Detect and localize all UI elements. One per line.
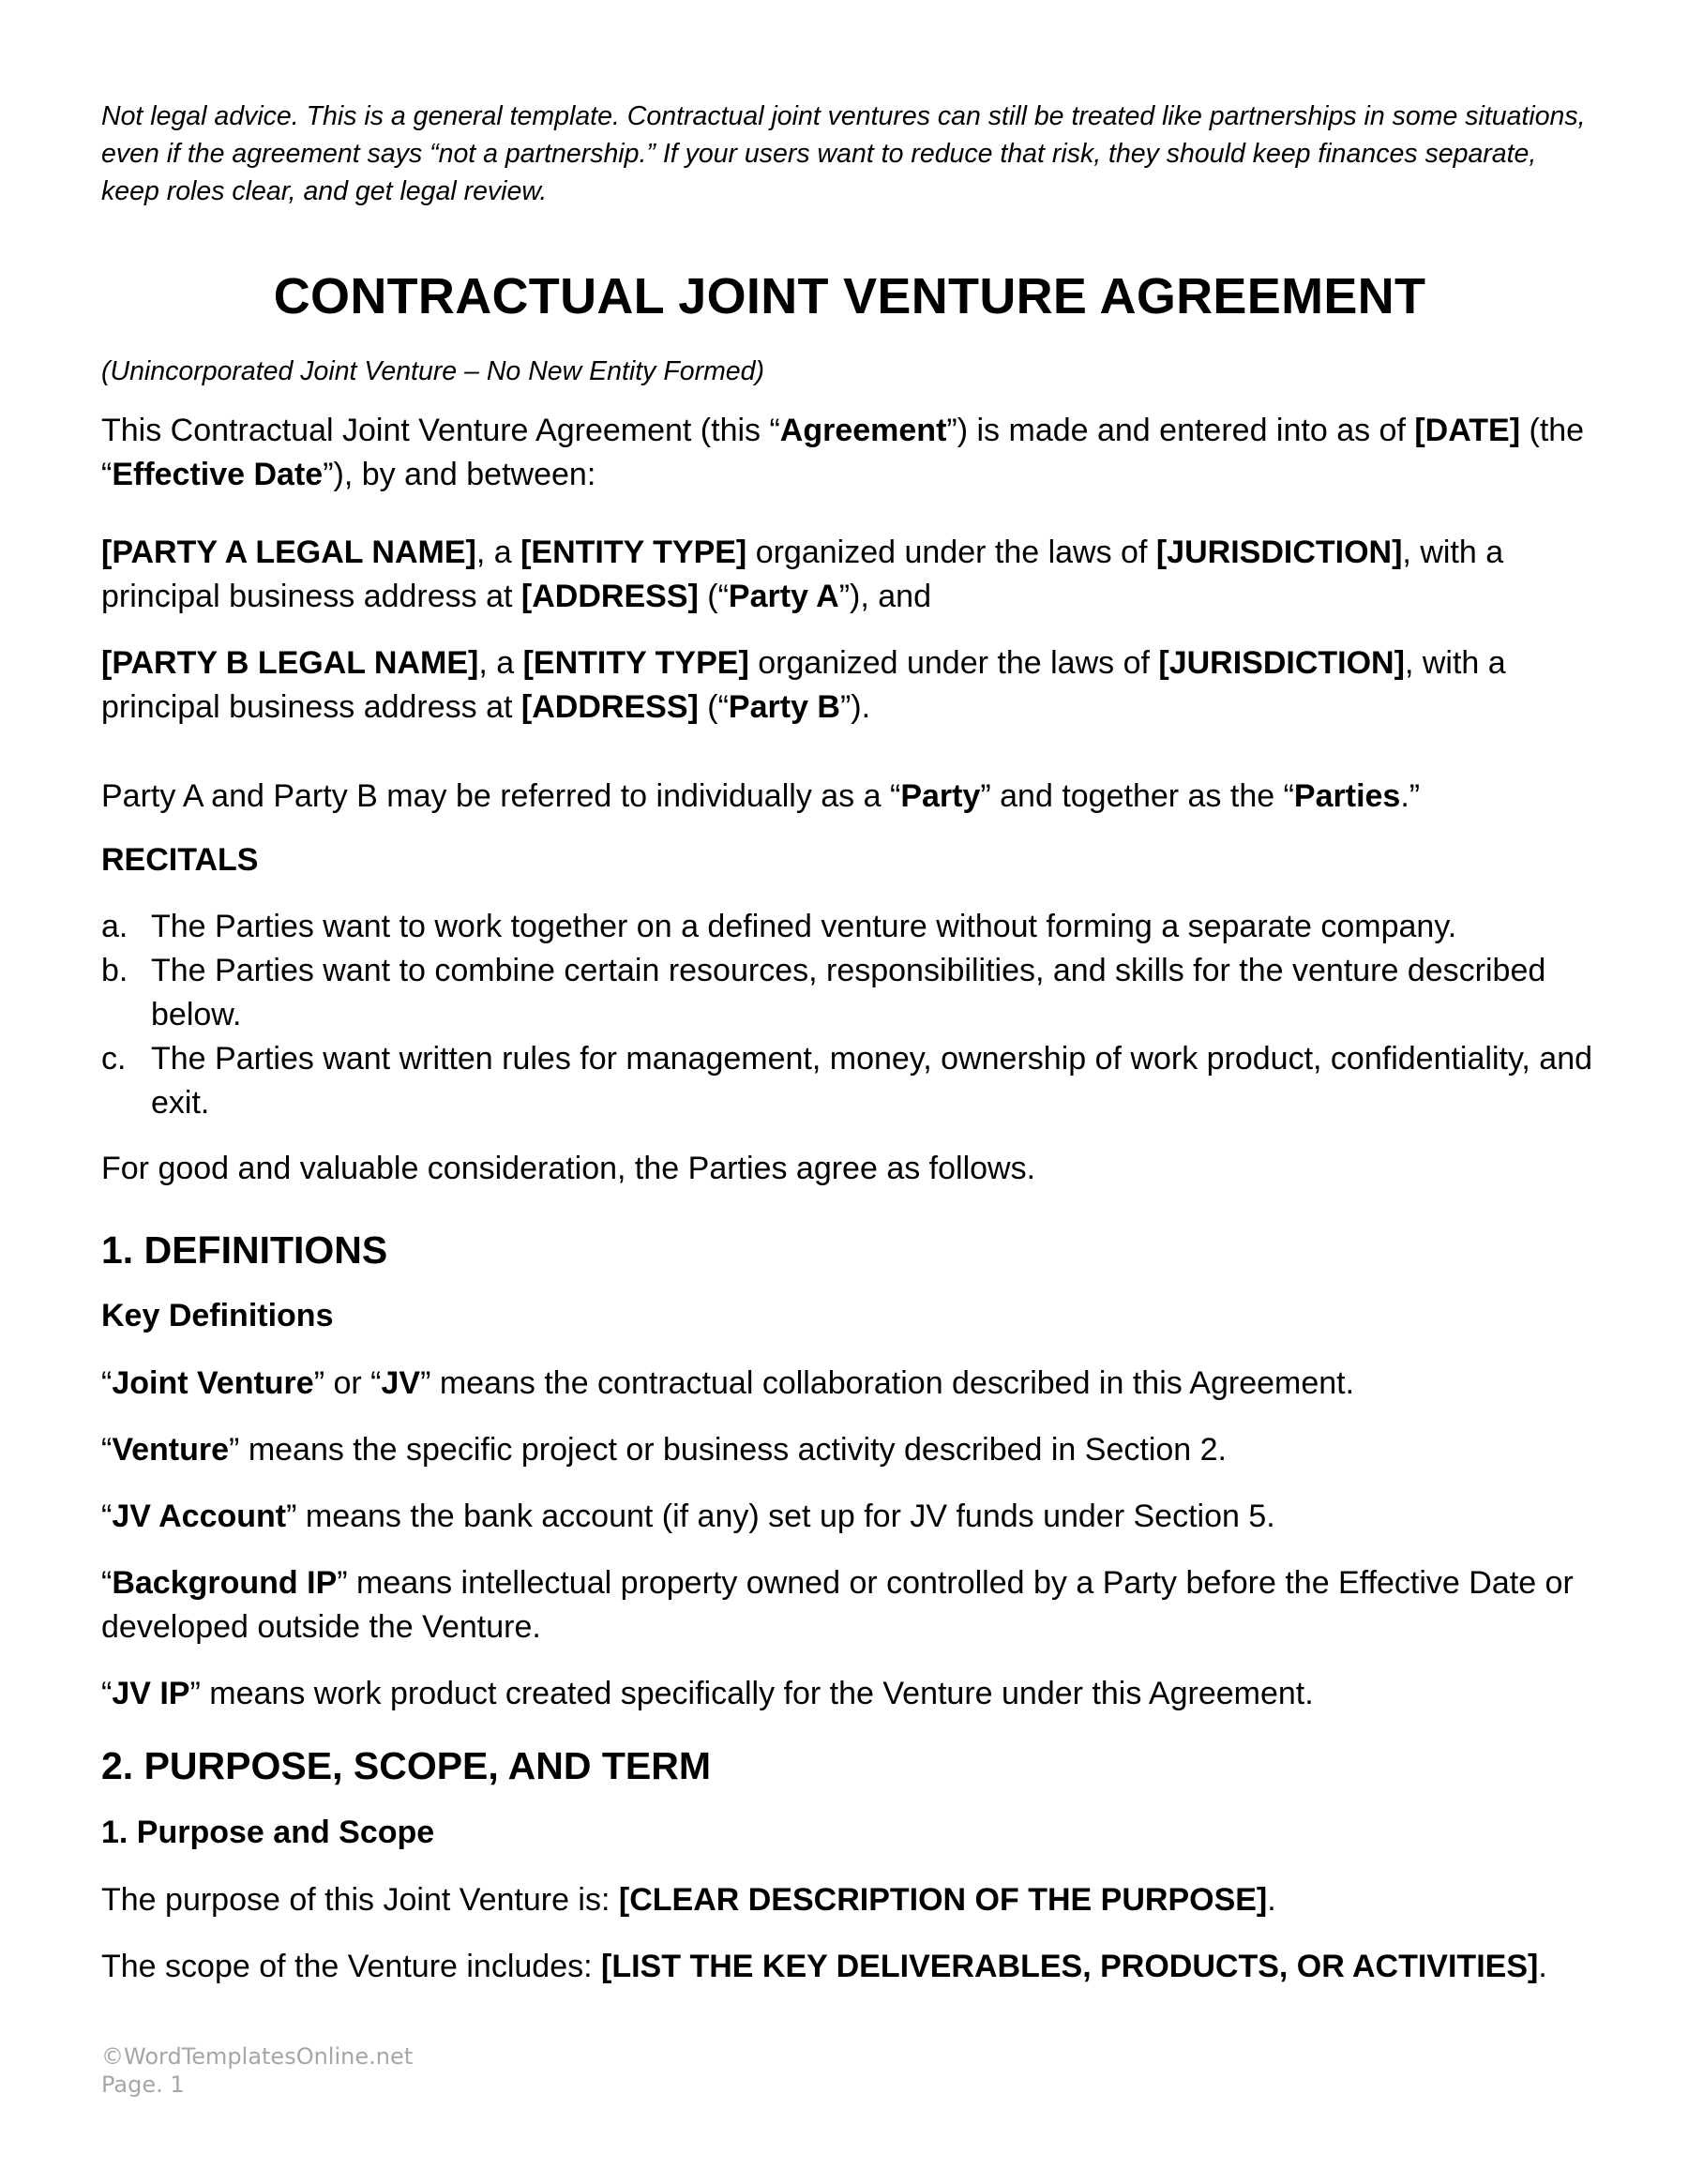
party-a-address-placeholder: [ADDRESS] [520,579,699,614]
definition-jv-account: “JV Account” means the bank account (if any) set up for JV funds under Section 5. [101,1499,1275,1534]
definition-joint-venture: “Joint Venture” or “JV” means the contractual collaboration described in this Agreement. [101,1365,1355,1401]
purpose-placeholder: [CLEAR DESCRIPTION OF THE PURPOSE] [618,1882,1268,1918]
party-b-paragraph: [PARTY B LEGAL NAME], a [ENTITY TYPE] organized under the laws of [JURISDICTION], with a principal business address at [ADDRESS] (“Party B”). [101,645,1506,725]
parties-reference-paragraph: Party A and Party B may be referred to individually as a “Party” and together as the “Parties.” [101,778,1421,814]
page-number: Page. 1 [101,2071,185,2098]
definition-venture: “Venture” means the specific project or business activity described in Section 2. [101,1432,1227,1468]
defined-term: Background IP [112,1565,338,1601]
effective-date-term: Effective Date [112,457,324,492]
key-definitions-heading: Key Definitions [101,1298,334,1333]
definition-background-ip: “Background IP” means intellectual property owned or controlled by a Party before the Effective Date or developed outside the Venture. [101,1565,1574,1645]
party-b-name-placeholder: [PARTY B LEGAL NAME] [101,645,479,681]
defined-term: Venture [112,1432,230,1468]
intro-paragraph: This Contractual Joint Venture Agreement (this “Agreement”) is made and entered into as of [DATE] (the “Effective Date”), by and between: [101,413,1585,492]
party-term: Party [900,778,981,814]
defined-term: JV Account [112,1499,287,1534]
party-a-jurisdiction-placeholder: [JURISDICTION] [1155,535,1403,570]
parties-term: Parties [1293,778,1401,814]
party-b-jurisdiction-placeholder: [JURISDICTION] [1158,645,1405,681]
legal-disclaimer: Not legal advice. This is a general template. Contractual joint ventures can still be treated like partnerships in some situations, even if the agreement says “not a partnership.” If your users want to reduce that risk, they should keep finances separate, keep roles clear, and get legal review. [101,101,1586,206]
list-item-text: The Parties want to work together on a defined venture without forming a separate company. [151,909,1457,944]
agreement-term: Agreement [779,413,947,448]
scope-placeholder: [LIST THE KEY DELIVERABLES, PRODUCTS, OR ACTIVITIES] [601,1949,1539,1984]
defined-term: JV [381,1365,421,1401]
list-item-text: The Parties want to combine certain resources, responsibilities, and skills for the venture described below. [151,953,1546,1032]
section-1-heading: 1. DEFINITIONS [101,1228,388,1272]
document-subtitle: (Unincorporated Joint Venture – No New Entity Formed) [101,356,765,386]
document-title: CONTRACTUAL JOINT VENTURE AGREEMENT [273,268,1426,324]
page-footer [101,2042,413,2099]
party-a-paragraph: [PARTY A LEGAL NAME], a [ENTITY TYPE] organized under the laws of [JURISDICTION], with a principal business address at [ADDRESS] (“Party A”), and [101,535,1504,614]
list-marker: c. [101,1041,127,1077]
party-b-address-placeholder: [ADDRESS] [520,689,699,725]
defined-term: JV IP [112,1676,190,1711]
party-b-term: Party B [728,689,840,725]
list-marker: b. [101,953,128,988]
copyright-watermark: ©WordTemplatesOnline.net [101,2043,414,2070]
definition-jv-ip: “JV IP” means work product created specifically for the Venture under this Agreement. [101,1676,1314,1711]
party-a-term: Party A [728,579,839,614]
section-2-heading: 2. PURPOSE, SCOPE, AND TERM [101,1744,712,1787]
list-marker: a. [101,909,128,944]
list-item-text: The Parties want written rules for management, money, ownership of work product, confidentiality, and exit. [151,1041,1593,1121]
list-item [101,1037,1598,1125]
list-item [101,905,1598,949]
document-body [101,98,1598,1989]
party-b-entity-type-placeholder: [ENTITY TYPE] [522,645,749,681]
party-a-name-placeholder: [PARTY A LEGAL NAME] [101,535,476,570]
consideration-paragraph: For good and valuable consideration, the Parties agree as follows. [101,1151,1036,1186]
party-a-entity-type-placeholder: [ENTITY TYPE] [520,535,747,570]
list-item [101,949,1598,1037]
recitals-list [101,905,1598,1125]
defined-term: Joint Venture [112,1365,314,1401]
purpose-and-scope-heading: 1. Purpose and Scope [101,1815,435,1850]
scope-paragraph: The scope of the Venture includes: [LIST THE KEY DELIVERABLES, PRODUCTS, OR ACTIVITIES]. [101,1949,1547,1984]
date-placeholder: [DATE] [1414,413,1521,448]
recitals-heading: RECITALS [101,842,259,878]
purpose-paragraph: The purpose of this Joint Venture is: [CLEAR DESCRIPTION OF THE PURPOSE]. [101,1882,1276,1918]
